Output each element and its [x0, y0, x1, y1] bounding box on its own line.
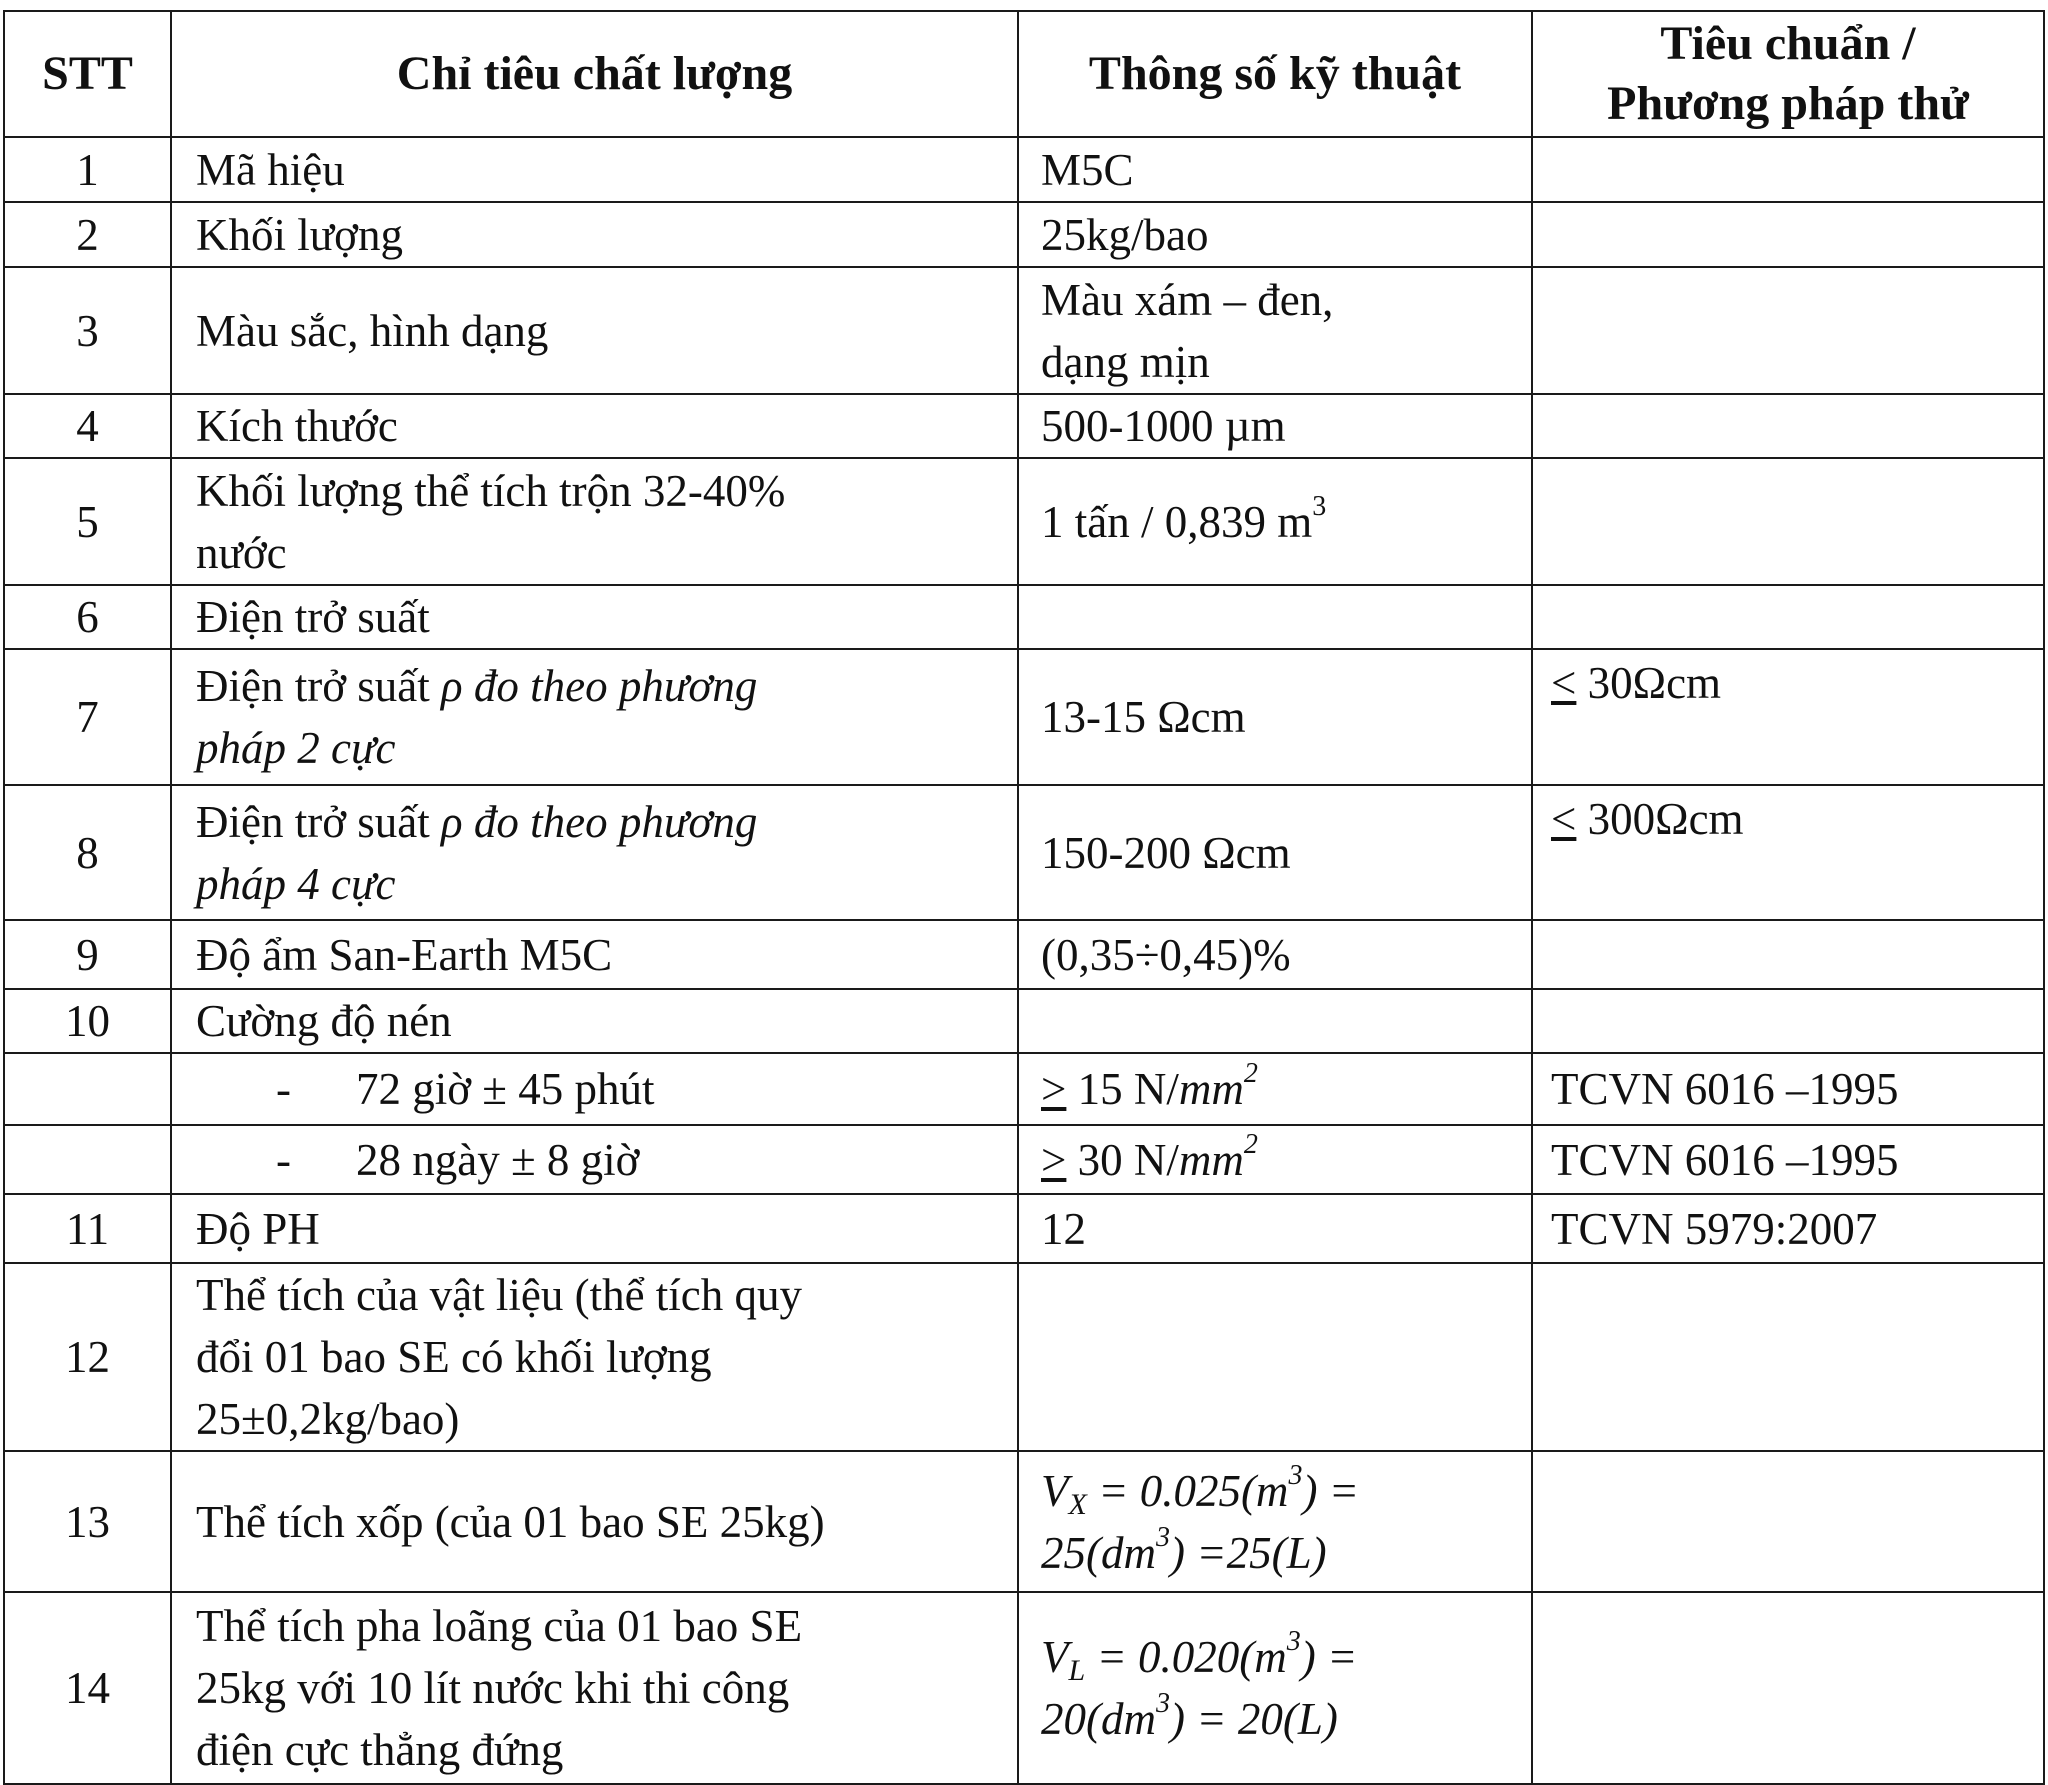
less-equal-symbol: < [1551, 794, 1577, 844]
table-row [4, 137, 2044, 202]
row-criteria-line1: Thể tích pha loãng của 01 bao SE [196, 1601, 803, 1651]
row-spec [1018, 458, 1532, 585]
row-criteria: Màu sắc, hình dạng [171, 267, 1018, 394]
row-spec-superscript: 2 [1243, 1058, 1258, 1089]
row-standard [1532, 785, 2044, 920]
row-criteria-text: 28 ngày ± 8 giờ [356, 1134, 640, 1185]
row-stt: 5 [4, 458, 171, 585]
row-criteria [171, 785, 1018, 920]
row-spec: 12 [1018, 1194, 1532, 1263]
row-criteria-line3: điện cực thẳng đứng [196, 1725, 564, 1775]
row-criteria [171, 1263, 1018, 1451]
row-spec [1018, 1263, 1532, 1451]
formula-part: = 0.020(m [1085, 1632, 1287, 1682]
row-stt: 2 [4, 202, 171, 267]
table-row [4, 394, 2044, 458]
row-stt: 6 [4, 585, 171, 649]
row-stt [4, 1053, 171, 1125]
header-spec: Thông số kỹ thuật [1018, 11, 1532, 137]
greater-equal-symbol: > [1041, 1064, 1067, 1114]
row-criteria-line1: Thể tích của vật liệu (thể tích quy [196, 1270, 803, 1320]
table-row [4, 458, 2044, 585]
formula-part: ) = [1300, 1632, 1358, 1682]
row-spec-value: 30 N/ [1066, 1134, 1179, 1185]
header-stt: STT [4, 11, 171, 137]
formula-part: 20(dm [1041, 1694, 1156, 1744]
row-standard: TCVN 6016 –1995 [1532, 1125, 2044, 1194]
row-criteria-line1: Khối lượng thể tích trộn 32-40% [196, 465, 786, 516]
table-row [4, 989, 2044, 1053]
row-spec-line1: Màu xám – đen, [1041, 274, 1334, 325]
table-row [4, 1053, 2044, 1125]
row-stt [4, 1125, 171, 1194]
row-criteria: Kích thước [171, 394, 1018, 458]
header-standard [1532, 11, 2044, 137]
row-criteria: Độ PH [171, 1194, 1018, 1263]
row-standard [1532, 1592, 2044, 1784]
row-stt: 11 [4, 1194, 171, 1263]
quality-spec-table-container [3, 10, 2043, 1785]
table-row [4, 1451, 2044, 1592]
row-criteria-line2: đổi 01 bao SE có khối lượng [196, 1332, 712, 1382]
row-spec-value: 15 N/ [1066, 1064, 1179, 1114]
header-standard-line1: Tiêu chuẩn / [1660, 17, 1916, 70]
header-standard-line2: Phương pháp thử [1607, 77, 1969, 130]
formula-superscript: 3 [1288, 1459, 1303, 1491]
table-row [4, 1125, 2044, 1194]
row-criteria: Khối lượng [171, 202, 1018, 267]
row-criteria-italic: ρ đo theo phương [441, 661, 758, 711]
table-header-row [4, 11, 2044, 137]
row-criteria-italic: ρ đo theo phương [441, 796, 758, 847]
table-row [4, 202, 2044, 267]
row-spec: (0,35÷0,45)% [1018, 920, 1532, 989]
row-criteria: Mã hiệu [171, 137, 1018, 202]
formula-part: ) = 20(L) [1169, 1694, 1338, 1744]
row-stt: 14 [4, 1592, 171, 1784]
row-criteria-text: 72 giờ ± 45 phút [356, 1064, 655, 1114]
row-criteria: Độ ẩm San-Earth M5C [171, 920, 1018, 989]
header-criteria: Chỉ tiêu chất lượng [171, 11, 1018, 137]
row-standard [1532, 267, 2044, 394]
row-spec-superscript: 2 [1243, 1128, 1258, 1160]
less-equal-symbol: < [1551, 658, 1577, 708]
formula-part: ) =25(L) [1169, 1527, 1327, 1578]
table-row [4, 785, 2044, 920]
table-row [4, 267, 2044, 394]
row-spec-unit: mm [1178, 1064, 1244, 1114]
table-row [4, 1592, 2044, 1784]
row-stt: 3 [4, 267, 171, 394]
row-spec [1018, 1053, 1532, 1125]
row-standard [1532, 1263, 2044, 1451]
row-standard [1532, 137, 2044, 202]
formula-part: ) = [1302, 1465, 1360, 1516]
bullet-dash: - [276, 1064, 291, 1114]
row-standard [1532, 394, 2044, 458]
row-criteria-line2: nước [196, 527, 287, 578]
row-stt: 12 [4, 1263, 171, 1451]
bullet-dash: - [276, 1134, 291, 1185]
row-criteria [171, 649, 1018, 785]
row-criteria: Điện trở suất [171, 585, 1018, 649]
row-standard: TCVN 6016 –1995 [1532, 1053, 2044, 1125]
row-criteria-line2: 25kg với 10 lít nước khi thi công [196, 1663, 790, 1713]
table-row [4, 649, 2044, 785]
row-standard [1532, 202, 2044, 267]
row-standard [1532, 458, 2044, 585]
formula-variable: V [1041, 1465, 1069, 1516]
row-criteria-prefix: Điện trở suất [196, 796, 441, 847]
row-spec [1018, 989, 1532, 1053]
row-spec-line2: dạng mịn [1041, 336, 1210, 387]
row-spec: 500-1000 µm [1018, 394, 1532, 458]
table-row [4, 1194, 2044, 1263]
row-spec [1018, 267, 1532, 394]
row-spec [1018, 1125, 1532, 1194]
row-criteria: Thể tích xốp (của 01 bao SE 25kg) [171, 1451, 1018, 1592]
row-standard: TCVN 5979:2007 [1532, 1194, 2044, 1263]
row-spec: M5C [1018, 137, 1532, 202]
row-stt: 8 [4, 785, 171, 920]
row-standard [1532, 989, 2044, 1053]
formula-subscript: L [1068, 1654, 1086, 1687]
table-row [4, 1263, 2044, 1451]
row-criteria-line3: 25±0,2kg/bao) [196, 1394, 460, 1444]
formula-superscript: 3 [1286, 1626, 1301, 1657]
quality-spec-table [3, 10, 2045, 1785]
row-standard-value: 30Ωcm [1576, 658, 1722, 708]
row-criteria [171, 1053, 1018, 1125]
table-row [4, 585, 2044, 649]
formula-part: = 0.025(m [1086, 1465, 1289, 1516]
row-spec-unit: mm [1178, 1134, 1244, 1185]
row-standard [1532, 585, 2044, 649]
row-spec-formula [1018, 1451, 1532, 1592]
formula-superscript: 3 [1155, 1521, 1170, 1553]
table-row [4, 920, 2044, 989]
row-spec-superscript: 3 [1312, 490, 1327, 522]
row-stt: 9 [4, 920, 171, 989]
row-stt: 13 [4, 1451, 171, 1592]
row-standard-value: 300Ωcm [1576, 794, 1744, 844]
row-standard [1532, 1451, 2044, 1592]
row-stt: 1 [4, 137, 171, 202]
formula-superscript: 3 [1155, 1688, 1170, 1719]
row-criteria [171, 458, 1018, 585]
row-criteria-italic-line2: pháp 2 cực [196, 723, 396, 773]
row-spec-formula [1018, 1592, 1532, 1784]
row-spec [1018, 585, 1532, 649]
row-standard [1532, 920, 2044, 989]
row-criteria-italic-line2: pháp 4 cực [196, 858, 396, 909]
row-criteria-prefix: Điện trở suất [196, 661, 441, 711]
row-spec: 13-15 Ωcm [1018, 649, 1532, 785]
formula-subscript: X [1068, 1487, 1087, 1521]
formula-variable: V [1041, 1632, 1069, 1682]
row-criteria: Cường độ nén [171, 989, 1018, 1053]
row-standard [1532, 649, 2044, 785]
row-spec-value: 1 tấn / 0,839 m [1041, 496, 1313, 547]
row-stt: 10 [4, 989, 171, 1053]
row-criteria [171, 1592, 1018, 1784]
row-stt: 7 [4, 649, 171, 785]
row-spec: 150-200 Ωcm [1018, 785, 1532, 920]
greater-equal-symbol: > [1041, 1134, 1067, 1185]
row-spec: 25kg/bao [1018, 202, 1532, 267]
row-stt: 4 [4, 394, 171, 458]
formula-part: 25(dm [1041, 1527, 1156, 1578]
row-criteria [171, 1125, 1018, 1194]
